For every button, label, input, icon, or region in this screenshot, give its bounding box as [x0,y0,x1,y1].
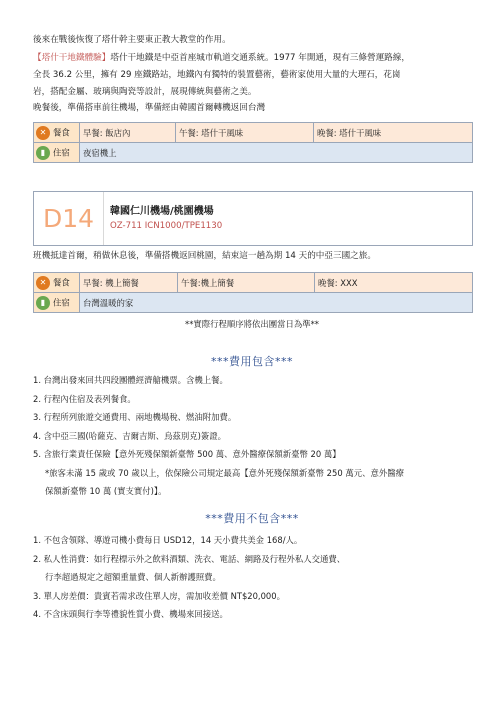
day-number: D14 [42,204,95,233]
intro-line-2 [33,50,478,66]
list-item-continuation: 行李超過規定之超額重量費、個人新辦護照費。 [45,572,221,582]
excluded-title: ***費用不包含*** [205,512,299,525]
dinner-cell: 晚餐: XXX [315,273,473,293]
intro-line-2-text: 塔什干地鐵是中亞首座城市軌道交通系統。1977 年開通，現有三條營運路線， [110,53,410,63]
day-divider [103,192,104,245]
list-item: 1. 台灣出發來回共四段團體經濟艙機票。含機上餐。 [33,375,228,385]
list-item: 3. 單人房差價：貴賓若需求改住單人房，需加收差價 NT$20,000。 [33,590,285,601]
stay-label-cell [34,293,80,313]
schedule-note: **實際行程順序將依出團當日為準** [185,319,319,329]
breakfast-cell: 早餐: 飯店內 [80,123,176,143]
day-description: 班機抵達首爾，稍做休息後，準備搭機返回桃園，結束這一趟為期 14 天的中亞三國之旅。 [33,251,376,261]
dinner-cell: 晚餐: 塔什干風味 [314,123,473,143]
bed-icon: ▮ [36,296,50,310]
day-flight: OZ-711 ICN1000/TPE1130 [110,221,223,231]
stay-row [34,143,473,163]
included-title: ***費用包含*** [211,355,293,368]
breakfast-cell: 早餐: 機上簡餐 [80,273,178,293]
day-title: 韓國仁川機場/桃園機場 [110,206,214,217]
meal-row [34,123,473,143]
utensils-icon: ✕ [36,126,50,140]
meal-table-day14 [33,272,473,313]
lunch-cell: 午餐:機上簡餐 [178,273,315,293]
meal-label: 餐食 [53,127,70,137]
list-item: 4. 含中亞三國(哈薩克、吉爾吉斯、烏茲別克)簽證。 [33,430,227,441]
list-item: 2. 私人性消費：如行程標示外之飲料酒類、洗衣、電話、網路及行程外私人交通費、 [33,553,346,564]
stay-label-cell [34,143,80,163]
stay-row [34,293,473,313]
meal-label-cell [34,273,80,293]
intro-line-5: 晚餐後，準備搭車前往機場，準備經由韓國首爾轉機返回台灣 [33,103,266,113]
metro-highlight-label: 【塔什干地鐵體驗】 [33,53,111,63]
list-item: 5. 含旅行業責任保險【意外死殘保額新臺幣 500 萬、意外醫療保額新臺幣 20 萬】 [33,449,341,459]
lunch-cell: 午餐: 塔什干風味 [176,123,314,143]
list-item: 1. 不包含領隊、導遊司機小費每日 USD12，14 天小費共美金 168/人。 [33,535,303,545]
list-item-continuation: *旅客未滿 15 歲或 70 歲以上，依保險公司規定最高【意外死殘保額新臺幣 250 萬元、意外醫療 [45,467,404,478]
intro-line-3: 全長 36.2 公里，擁有 29 座鐵路站，地鐵內有獨特的裝置藝術，藝術家使用大量的大理石，花崗 [33,70,401,80]
list-item: 4. 不含床頭與行李等禮貌性質小費、機場來回接送。 [33,609,228,619]
utensils-icon: ✕ [36,276,50,290]
stay-cell: 台灣溫暖的家 [80,293,473,313]
bed-icon: ▮ [36,146,50,160]
included-list [33,371,483,501]
meal-label: 餐食 [53,277,70,287]
intro-line-1: 後來在戰後恢復了塔什幹主要東正教大教堂的作用。 [33,35,231,45]
meal-table-day13 [33,122,473,163]
excluded-list [33,531,483,624]
list-item-continuation: 保額新臺幣 10 萬 (實支實付)】。 [45,486,167,496]
list-item: 3. 行程所列旅遊交通費用、兩地機場稅、燃油附加費。 [33,412,237,422]
meal-label-cell [34,123,80,143]
stay-label: 住宿 [53,147,70,157]
list-item: 2. 行程內住宿及表列餐食。 [33,393,136,404]
stay-label: 住宿 [53,297,70,307]
meal-row [34,273,473,293]
stay-cell: 夜宿機上 [80,143,473,163]
intro-line-4: 岩，搭配金屬、玻璃與陶瓷等設計，展現傳統與藝術之美。 [33,87,257,97]
day-header-box [33,191,473,246]
